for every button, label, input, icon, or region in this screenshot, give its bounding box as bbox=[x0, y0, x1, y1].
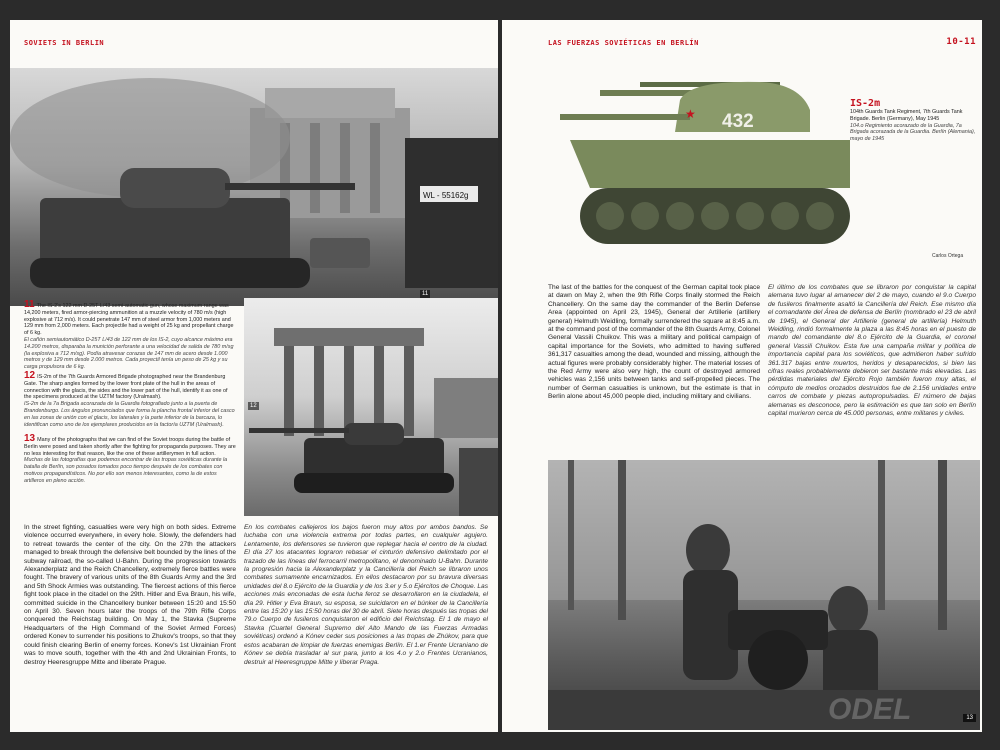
photo-number-12: 12 bbox=[250, 403, 257, 409]
artist-signature: Carlos Ortega bbox=[932, 253, 964, 259]
photo-artillerymen bbox=[548, 460, 980, 730]
running-header-left: SOVIETS IN BERLIN bbox=[24, 39, 105, 47]
body-text-en-right: The last of the battles for the conquest of the German capital took place at dawn on May 2, when the 9th Rifle Corps finally stormed the Reich Chancellery. On the same day the commander of the Berlin Defense Area (appointed on April 23, 1945), General der Artillerie (artillery general) Helmuth Weidling, formally surrendered the square at 8:45 a.m. at the command post of the commander of the 8th Guards Army, Colonel General Vassili Chuikov. This was a military and political campaign of capital importance for the Soviets, who admitted to having suffered 361,317 casualties among the dead, wounded and missing, although the actual figures were probably considerably higher. The material losses of the Red Army were also very high, the count of destroyed armored vehicles was 2,156 units between tanks and self-propelled pieces. The number of German casualties is unknown, but the estimate is that in Berlin alone about 45,000 people died, including military and civilians. bbox=[548, 284, 760, 401]
photo-reichstag-tank-graphic bbox=[10, 68, 498, 306]
profile-caption bbox=[850, 98, 980, 143]
caption-12-number: 12 bbox=[24, 370, 36, 381]
caption-11-en: The IS-2's 122 mm D-25T L/43 semi-automatic gun, whose maximum range was 14,200 meters, fired armor-piercing ammunition at a muzzle velocity of 780 m/s (high explosive at 712 m/s). It could penetrate 147 mm of steel armor from 1,000 meters and 129 mm from 2,000 meters. Each projectile had a weight of 25 kg and propellant charge of 6 kg. bbox=[24, 303, 234, 337]
left-page bbox=[10, 20, 498, 732]
caption-13-es: Muchas de las fotografías que podemos encontrar de las tropas soviéticas durante la batalla de Berlín, son posados tomados poco tiempo después de los combates con motivos propagandísticos. No por ello son menos interesantes, como la de estos artilleros en pleno acción. bbox=[24, 457, 228, 484]
tank-profile-illustration bbox=[560, 70, 850, 280]
tank-number: 432 bbox=[722, 111, 754, 132]
plate-text: WL - 55162g bbox=[423, 191, 469, 200]
tank-profile-graphic bbox=[560, 70, 850, 280]
photo-brandenburg-graphic bbox=[244, 298, 498, 516]
caption-13-en: Many of the photographs that we can find of the Soviet troops during the battle of Berlin were posed and taken shortly after the fighting for propaganda purposes. They are no less interesting for that reason, like the one of these artillerymen in full action. bbox=[24, 437, 236, 457]
caption-12-es: IS-2m de la 7a Brigada acorazada de la Guardia fotografiado junto a la puerta de Brandenburgo. Los ángulos pronunciados que forma la plancha frontal inferior del casco en las zonas de unión con el glacis, los laterales y la parte inferior de la barcaza, lo identifican como uno de los ejemplares producidos en la factoría UZTM (Uralmash). bbox=[24, 401, 235, 428]
photo-number-11: 11 bbox=[422, 291, 429, 297]
photo-number-13: 13 bbox=[963, 714, 976, 722]
page-numbers: 10-11 bbox=[946, 37, 976, 47]
profile-title: IS-2m bbox=[850, 98, 881, 109]
caption-11-number: 11 bbox=[24, 299, 35, 310]
body-text-es-right: El último de los combates que se libraron por conquistar la capital alemana tuvo lugar al amanecer del 2 de mayo, cuando el 9.o Cuerpo de fusileros finalmente asaltó la Cancillería del Reich. Ese mismo día el comandante del Área de defensa de Berlín (nombrado el 23 de abril de 1945), el General der Artillerie (general de artillería) Helmuth Weidling, rindió formalmente la plaza a las 8:45 horas en el puesto de mando del comandante del 8.o Ejército de la Guardia, el coronel general Vassili Chuikov. Esta fue una campaña militar y política de importancia capital para los soviéticos, que admitieron haber sufrido 361.317 bajas entre muertos, heridos y desaparecidos, si bien las cifras reales probablemente debieron ser bastante más elevadas. Las pérdidas materiales del Ejército Rojo también fueron muy altas, el cómputo de medios orozados destruidos fue de 2.156 unidades entre carros de combate y piezas autopropulsadas. El número de bajas alemanas es desconoce, pero la estimación es que tan solo en Berlín capital murieron cerca de 45.000 personas, entre militares y civiles. bbox=[768, 284, 976, 418]
right-page bbox=[502, 20, 982, 732]
caption-11 bbox=[24, 299, 236, 371]
caption-12 bbox=[24, 370, 236, 428]
profile-caption-es: 104.o Regimiento acorazado de la Guardia, 7a Brigada acorazada de la Guardia. Berlín (Alemania), mayo de 1945 bbox=[850, 122, 976, 143]
photo-artillerymen-graphic bbox=[548, 460, 980, 730]
caption-13-number: 13 bbox=[24, 433, 36, 444]
caption-13 bbox=[24, 433, 236, 485]
photo-brandenburg-gate bbox=[244, 298, 498, 516]
red-star-icon: ★ bbox=[685, 107, 696, 121]
photo-reichstag-tank bbox=[10, 68, 498, 306]
caption-11-es: El cañón semiautomático D-25T L/43 de 122 mm de los IS-2, cuyo alcance máximo era 14.200 metros, disparaba la munición perforante a una velocidad de salida de 780 m/sg (la explosiva a 712 m/sg). Podía atravesar corazas de 147 mm de acero desde 1.000 metros y de 129 mm desde 2.000 metros. Cada proyectil tenía un peso de 25 kg y su carga propulsora de 6 kg. bbox=[24, 336, 234, 371]
watermark: ODEL bbox=[828, 693, 912, 726]
profile-caption-en: 104th Guards Tank Regiment, 7th Guards Tank Brigade. Berlin (Germany), May 1945 bbox=[850, 109, 963, 122]
caption-12-en: IS-2m of the 7th Guards Armored Brigade photographed near the Brandenburg Gate. The sharp angles formed by the lower front plate of the hull in the areas of connection with the glacis, the sides and the lower part of the hull, identify it as one of the specimens produced at the UZTM factory (Uralmash). bbox=[24, 374, 228, 401]
running-header-right: LAS FUERZAS SOVIÉTICAS EN BERLÍN bbox=[548, 39, 699, 47]
body-text-en-left: In the street fighting, casualties were very high on both sides. Extreme violence occurred everywhere, in every hole. Slowly, the defenders had to retreat towards the center of the city. On the 27th the attackers managed to break through the defensive belt bounded by the lines of the subway railroad, the so-called U-Bahn. During the progression towards Alexanderplatz and the Reich Chancellery, extremely fierce battles were fought. The bravery of various units of the 8th Guards Army and the 3rd and 5th Shock Armies was outstanding. The fiercest actions of this fierce fight took place in the citadel on the 29th. Hitler and Eva Braun, his wife, committed suicide in the Chancellery bunker between 15:20 and 15:50 on April 30. Seven hours later the troops of the 79th Rifle Corps conquered the Reichstag building. On May 1, the Stavka (Supreme Headquarters of the High Command of the Soviet Armed Forces) ordered Konev to surrender his positions to Zhukov's troops, so that they could finish clearing Berlin of enemy forces. Konev's 1st Ukrainian Front was to move south, together with the 4th and 2nd Ukrainian Fronts, to destroy Heeresgruppe Mitte and liberate Prague. bbox=[24, 524, 237, 666]
body-text-es-left: En los combates callejeros los bajos fueron muy altos por ambos bandos. Se luchaba con una violencia extrema por todas partes, en cualquier agujero. Lentamente, los defensores se tuvieron que replegar hacia el centro de la ciudad. El día 27 los atacantes lograron rebasar el cinturón defensivo delimitado por el trazado de las líneas del ferrocarril metropolitano, el denominado U-Bahn. Durante la progresión hacia la Alexanderplatz y la Cancillería del Reich se libraron unos combates sumamente encarnizados. En ellos destacaron por su bravura diversas unidades del 8.o Ejército de la Guardia y de los 3.er y 5.o Ejércitos de Choque. Las acciones más enconadas de esta lucha feroz se desarrollaron en la ciudadela, el día 29. Hitler y Eva Braun, su esposa, se suicidaron en el búnker de la Cancillería entre las 15:20 y las 15:50 horas del 30 de abril. Siete horas después las tropas del 79.o Cuerpo de fusileros conquistaron el edificio del Reichstag. El 1 de mayo el Stavka (Cuartel General Supremo del Alto Mando de las Fuerzas Armadas soviéticas) ordenó a Kónev ceder sus posiciones a las tropas de Zhúkov, para que estos acabaran de limpiar de fuerzas enemigas Berlín. El 1.er Frente Ucraniano de Kónev se debía trasladar al sur para, junto a los 4.o y 2.o Frentes Ucranianos, destruir al Heeresgruppe Mitte y liberar Praga. bbox=[244, 524, 488, 666]
